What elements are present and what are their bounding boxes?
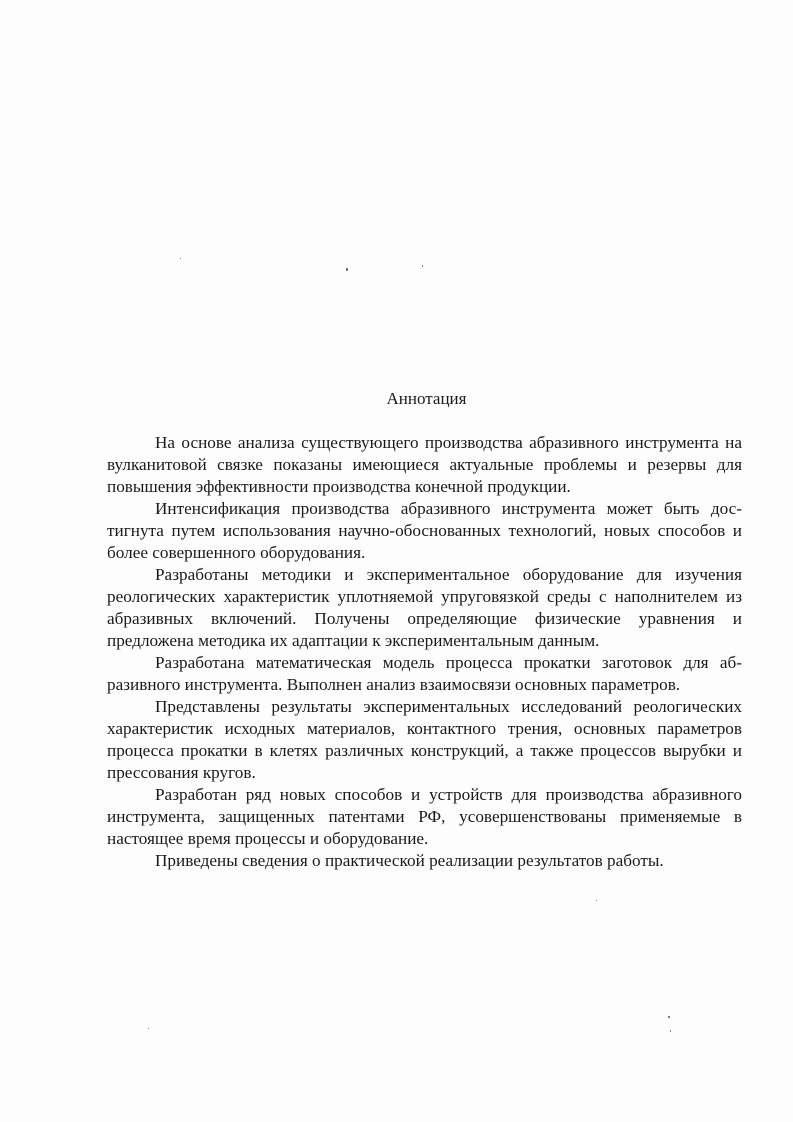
scan-speck — [670, 1030, 671, 1032]
abstract-paragraph: На основе анализа существующего производства абразивного инструмента на вулканитовой связке показаны имеющиеся актуальные проблемы и резервы для повышения эффективности производства конечной продукции. — [107, 433, 742, 496]
scan-speck — [596, 900, 597, 901]
abstract-paragraph: Интенсификация производства абразивного инструмента может быть достигнута путем использования научно-обоснованных технологий, новых способов и более совершенного оборудования. — [107, 499, 742, 562]
scan-speck — [180, 258, 181, 259]
abstract-paragraph: Разработан ряд новых способов и устройств для производства абразивного инструмента, защищенных патентами РФ, усовершенствованы применяемые в настоящее время процессы и оборудование. — [107, 785, 742, 848]
scan-speck — [422, 265, 423, 267]
scan-speck — [668, 1016, 670, 1018]
abstract-paragraph: Приведены сведения о практической реализации результатов работы. — [155, 851, 664, 870]
abstract-paragraph: Разработаны методики и экспериментальное оборудование для изучения реологических характеристик уплотняемой упруговязкой среды с наполнителем из абразивных включений. Получены определяющие физические уравнения и предложена методика их адаптации к экспериментальным данным. — [107, 565, 742, 650]
abstract-body — [107, 432, 742, 872]
page-title: Аннотация — [386, 389, 467, 408]
scan-speck — [346, 268, 348, 271]
abstract-paragraph: Разработана математическая модель процесса прокатки заготовок для абразивного инструмента. Выполнен анализ взаимосвязи основных параметров. — [107, 653, 742, 694]
abstract-paragraph: Представлены результаты экспериментальных исследований реологических характеристик исходных материалов, контактного трения, основных параметров процесса прокатки в клетях различных конструкций, а также процессов вырубки и прессования кругов. — [107, 697, 742, 782]
scan-speck — [148, 1028, 149, 1029]
